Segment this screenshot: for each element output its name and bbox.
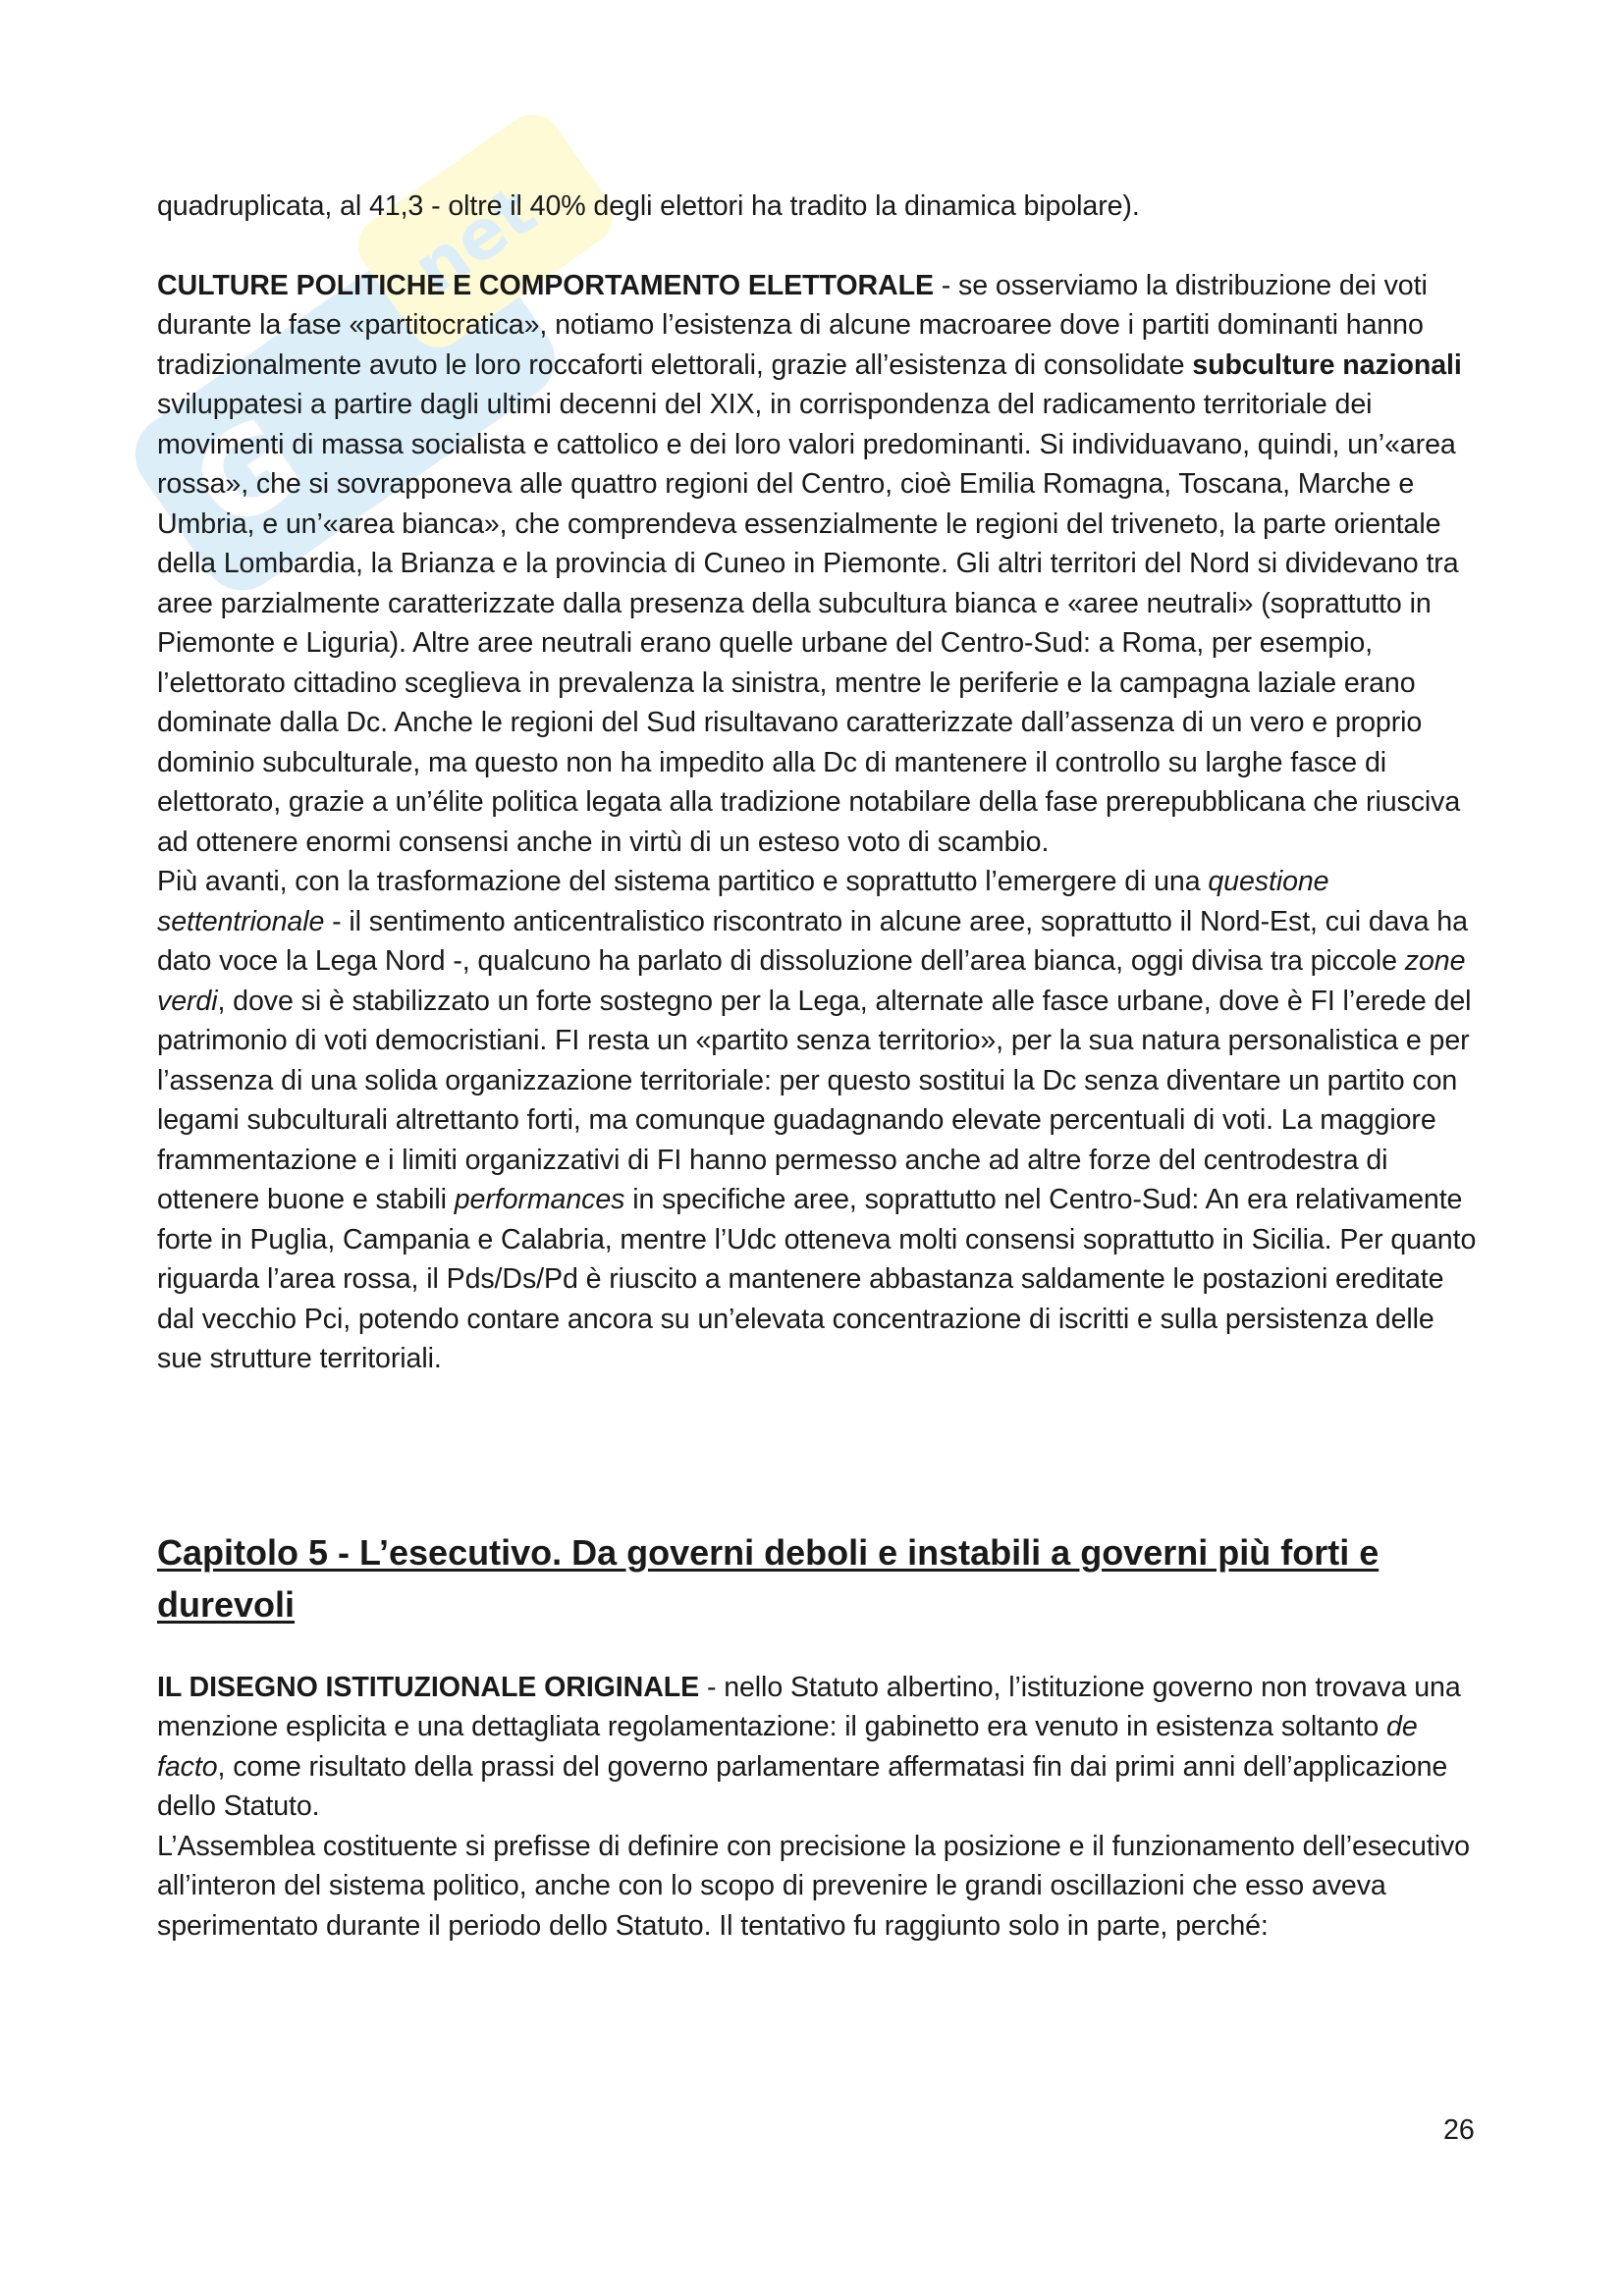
term-subculture-nazionali: subculture nazionali bbox=[1192, 348, 1462, 381]
paragraph-piu-avanti: Più avanti, con la trasformazione del sistema partitico e soprattutto l’emergere di una questione settentrionale - il sentimento anticentralistico riscontrato in alcune aree, soprattutto il Nord-Est, cui dava ha dato voce la Lega Nord -, qualcuno ha parlato di dissoluzione dell’area bianca, oggi divisa tra piccole zone verdi, dove si è stabilizzato un forte sostegno per la Lega, alternate alle fasce urbane, dove è FI l’erede del patrimonio di voti democristiani. FI resta un «partito senza territorio», per la sua natura personalistica e per l’assenza di una solida organizzazione territoriale: per questo sostitui la Dc senza diventare un partito con legami subculturali altrettanto forti, ma comunque guadagnando elevate percentuali di voti. La maggiore frammentazione e i limiti organizzativi di FI hanno permesso anche ad altre forze del centrodestra di ottenere buone e stabili performances in specifiche aree, soprattutto nel Centro-Sud: An era relativamente forte in Puglia, Campania e Calabria, mentre l’Udc otteneva molti consensi soprattutto in Sicilia. Per quanto riguarda l’area rossa, il Pds/Ds/Pd è riuscito a mantenere abbastanza saldamente le postazioni ereditate dal vecchio Pci, potendo contare ancora su un’elevata concentrazione di iscritti e sulla persistenza delle sue strutture territoriali. bbox=[157, 866, 1477, 1374]
page-content bbox=[157, 187, 1485, 1946]
section-heading-disegno-istituzionale: IL DISEGNO ISTITUZIONALE ORIGINALE bbox=[157, 1671, 700, 1703]
svg-text:net: net bbox=[398, 170, 551, 310]
paragraph-disegno-istituzionale: IL DISEGNO ISTITUZIONALE ORIGINALE - nello Statuto albertino, l’istituzione governo non trovava una menzione esplicita e una dettagliata regolamentazione: il gabinetto era venuto in esistenza soltanto de facto, come risultato della prassi del governo parlamentare affermatasi fin dai primi anni dell’applicazione dello Statuto. bbox=[157, 1671, 1461, 1822]
section-heading-culture-politiche: CULTURE POLITICHE E COMPORTAMENTO ELETTORALE bbox=[157, 269, 934, 301]
paragraph-culture-politiche: CULTURE POLITICHE E COMPORTAMENTO ELETTORALE - se osserviamo la distribuzione dei voti durante la fase «partitocratica», notiamo l’esistenza di alcune macroaree dove i partiti dominanti hanno tradizionalmente avuto le loro roccaforti elettorali, grazie all’esistenza di consolidate subculture nazionali sviluppatesi a partire dagli ultimi decenni del XIX, in corrispondenza del radicamento territoriale dei movimenti di massa socialista e cattolico e dei loro valori predominanti. Si individuavano, quindi, un’«area rossa», che si sovrapponeva alle quattro regioni del Centro, cioè Emilia Romagna, Toscana, Marche e Umbria, e un’«area bianca», che comprendeva essenzialmente le regioni del triveneto, la parte orientale della Lombardia, la Brianza e la provincia di Cuneo in Piemonte. Gli altri territori del Nord si dividevano tra aree parzialmente caratterizzate dalla presenza della subcultura bianca e «aree neutrali» (soprattutto in Piemonte e Liguria). Altre aree neutrali erano quelle urbane del Centro-Sud: a Roma, per esempio, l’elettorato cittadino sceglieva in prevalenza la sinistra, mentre le periferie e la campagna laziale erano dominate dalla Dc. Anche le regioni del Sud risultavano caratterizzate dall’assenza di un vero e proprio dominio subculturale, ma questo non ha impedito alla Dc di mantenere il controllo su larghe fasce di elettorato, grazie a un’élite politica legata alla tradizione notabilare della fase prerepubblicana che riusciva ad ottenere enormi consensi anche in virtù di un esteso voto di scambio. bbox=[157, 269, 1462, 858]
paragraph-0: quadruplicata, al 41,3 - oltre il 40% degli elettori ha tradito la dinamica bipolare). bbox=[157, 190, 1140, 222]
page-number: 26 bbox=[1443, 2114, 1475, 2146]
chapter-title: Capitolo 5 - L’esecutivo. Da governi deboli e instabili a governi più forti e durevoli bbox=[157, 1531, 1380, 1625]
svg-text:G: G bbox=[169, 391, 327, 559]
paragraph-assemblea-costituente: L’Assemblea costituente si prefisse di definire con precisione la posizione e il funzionamento dell’esecutivo all’interon del sistema politico, anche con lo scopo di prevenire le grandi oscillazioni che esso aveva sperimentato durante il periodo dello Statuto. Il tentativo fu raggiunto solo in parte, perché: bbox=[157, 1830, 1470, 1942]
